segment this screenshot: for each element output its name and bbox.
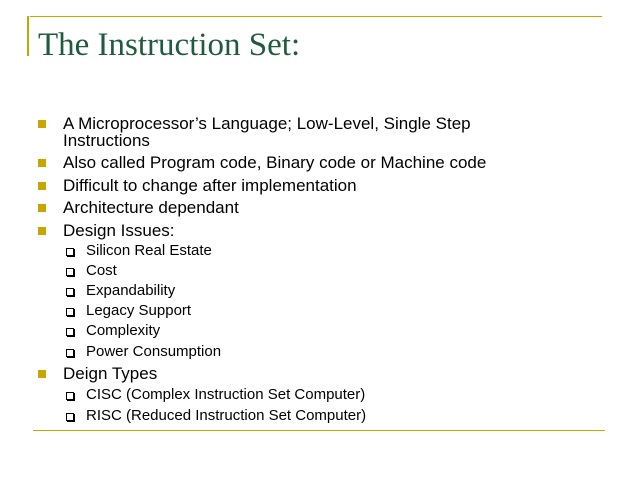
checkbox-bullet-icon <box>66 308 74 316</box>
bottom-divider <box>33 430 605 431</box>
sub-bullet-item <box>66 302 566 320</box>
slide-title: The Instruction Set: <box>38 27 301 63</box>
sub-bullet-item <box>66 343 566 361</box>
square-bullet-icon <box>38 120 46 128</box>
sub-bullet-text: RISC (Reduced Instruction Set Computer) <box>86 407 367 424</box>
checkbox-bullet-icon <box>66 268 74 276</box>
sub-bullet-item <box>66 322 566 340</box>
square-bullet-icon <box>38 182 46 190</box>
bullet-text: Design Issues: <box>63 221 175 240</box>
checkbox-bullet-icon <box>66 413 74 421</box>
sub-bullet-item <box>66 386 586 404</box>
bullet-text: Also called Program code, Binary code or Machine code <box>63 153 487 172</box>
sub-bullet-text: Complexity <box>86 322 161 339</box>
bullet-item <box>38 365 598 383</box>
bullet-text: A Microprocessor’s Language; Low-Level, Single Step <box>63 114 471 133</box>
title-accent-bar <box>27 16 29 56</box>
sub-bullet-item <box>66 262 566 280</box>
bullet-item <box>38 177 598 195</box>
sub-bullet-text: Legacy Support <box>86 302 192 319</box>
bullet-item <box>38 115 598 151</box>
sub-bullet-text: CISC (Complex Instruction Set Computer) <box>86 386 366 403</box>
checkbox-bullet-icon <box>66 392 74 400</box>
sub-bullet-text: Power Consumption <box>86 343 222 360</box>
sub-bullet-text: Silicon Real Estate <box>86 242 212 259</box>
bullet-text-continuation: Instructions <box>63 131 150 150</box>
square-bullet-icon <box>38 227 46 235</box>
sub-bullet-item <box>66 282 566 300</box>
checkbox-bullet-icon <box>66 328 74 336</box>
bullet-item <box>38 199 598 217</box>
checkbox-bullet-icon <box>66 349 74 357</box>
bullet-text: Architecture dependant <box>63 198 239 217</box>
bullet-item <box>38 222 598 240</box>
square-bullet-icon <box>38 370 46 378</box>
sub-bullet-text: Expandability <box>86 282 176 299</box>
bullet-item <box>38 154 598 172</box>
bullet-text: Difficult to change after implementation <box>63 176 357 195</box>
top-divider <box>30 16 602 17</box>
sub-bullet-item <box>66 242 566 260</box>
sub-bullet-item <box>66 407 586 425</box>
bullet-text: Deign Types <box>63 364 158 383</box>
square-bullet-icon <box>38 204 46 212</box>
checkbox-bullet-icon <box>66 288 74 296</box>
checkbox-bullet-icon <box>66 248 74 256</box>
sub-bullet-text: Cost <box>86 262 117 279</box>
square-bullet-icon <box>38 159 46 167</box>
